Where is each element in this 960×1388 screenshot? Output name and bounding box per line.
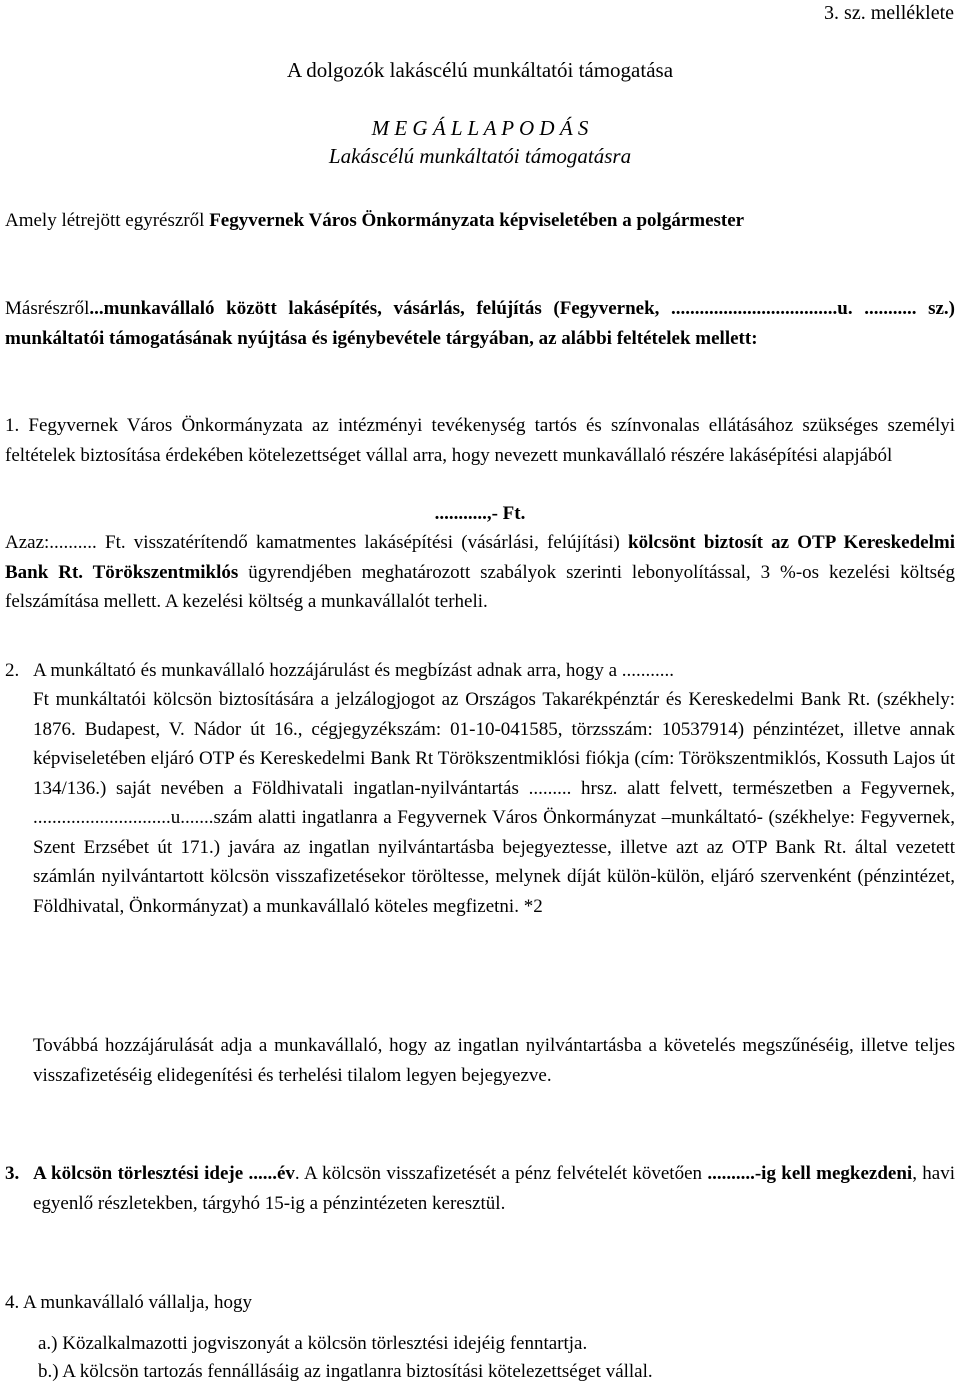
section-3-paragraph bbox=[33, 1159, 955, 1218]
masreszrol-bold: ...munkavállaló között lakásépítés, vásárlás, felújítás (Fegyvernek, ...................................u. ........... sz.) munkáltatói támogatásának nyújtása és igénybevétele tárgyában, az alábbi feltételek mellett: bbox=[5, 298, 955, 349]
azaz-pre: Azaz:.......... Ft. visszatérítendő kamatmentes lakásépítési (vásárlási, felújítási) bbox=[5, 532, 629, 553]
section-1-paragraph bbox=[5, 411, 955, 470]
doc-title: M E G Á L L A P O D Á S bbox=[371, 116, 589, 140]
section-3-bold1: A kölcsön törlesztési ideje ......év bbox=[33, 1163, 295, 1184]
section-4-item-b: b.) A kölcsön tartozás fennállásáig az ingatlanra biztosítási kötelezettséget vállal. bbox=[38, 1361, 653, 1382]
section-1-number: 1. bbox=[5, 415, 20, 436]
intro-bold: Fegyvernek Város Önkormányzata képviseletében a polgármester bbox=[209, 210, 745, 231]
section-3-bold2: ..........-ig kell megkezdeni bbox=[707, 1163, 913, 1184]
annex-label: 3. sz. melléklete bbox=[824, 2, 954, 24]
intro-paragraph bbox=[5, 206, 955, 236]
section-2-body: Ft munkáltatói kölcsön biztosítására a jelzálogjogot az Országos Takarékpénztár és Kereskedelmi Bank Rt. (székhely: 1876. Budapest, V. Nádor út 16., cégjegyzékszám: 01-10-041585, törzsszám: 10537914) pénzintézet, illetve annak képviseletében eljáró OTP és Kereskedelmi Bank Rt Törökszentmiklósi fiókja (cím: Törökszentmiklós, Kossuth Lajos út 134/136.) saját nevében a Földhivatali ingatlan-nyilvántartás ......... hrsz. alatt felvett, természetben a Fegyvernek, .............................u.......szám alatti ingatlanra a Fegyvernek Város Önkormányzat –munkáltató- (székhelye: Fegyvernek, Szent Erzsébet út 171.) javára az ingatlan nyilvántartásba bejegyeztesse, illetve azt az OTP Bank Rt. által vezetett számlán nyilvántartott kölcsön visszafizetésekor töröltesse, melynek díját külön-külön, eljáró szervenként (pénzintézet, Földhivatal, Önkormányzat) a munkavállaló köteles megfizetni. *2 bbox=[33, 689, 955, 917]
section-1-amount: ...........,- Ft. bbox=[434, 503, 526, 524]
masreszrol-paragraph bbox=[5, 294, 955, 353]
intro-pre: Amely létrejött egyrészről bbox=[5, 210, 210, 231]
section-2-first-line: A munkáltató és munkavállaló hozzájárulást és megbízást adnak arra, hogy a ........... bbox=[33, 660, 675, 681]
doc-subtitle: Lakáscélú munkáltatói támogatásra bbox=[328, 144, 632, 168]
section-4-title: 4. A munkavállaló vállalja, hogy bbox=[5, 1292, 252, 1313]
header-title: A dolgozók lakáscélú munkáltatói támogatása bbox=[286, 58, 674, 82]
section-3-text2: , havi egyenlő részletekben, tárgyhó 15-ig a pénzintézeten keresztül. bbox=[33, 1163, 956, 1214]
section-3-text1: . A kölcsön visszafizetését a pénz felvételét követően bbox=[294, 1163, 703, 1184]
section-1-azaz-paragraph bbox=[5, 528, 955, 617]
section-2-number: 2. bbox=[5, 660, 20, 681]
masreszrol-pre: Másrészről bbox=[5, 298, 90, 319]
azaz-bold: kölcsönt biztosít az OTP Kereskedelmi Bank Rt. Törökszentmiklós bbox=[5, 532, 955, 583]
section-4-item-a: a.) Közalkalmazotti jogviszonyát a kölcsön törlesztési idejéig fenntartja. bbox=[38, 1333, 588, 1354]
section-3-number: 3. bbox=[5, 1163, 20, 1184]
section-2-further: Továbbá hozzájárulását adja a munkavállaló, hogy az ingatlan nyilvántartásba a követelés megszűnéséig, illetve teljes visszafizetéséig elidegenítési és terhelési tilalom legyen bejegyezve. bbox=[33, 1035, 955, 1086]
azaz-post: ügyrendjében meghatározott szabályok szerinti lebonyolítással, 3 %-os kezelési költség felszámítása mellett. A kezelési költség a munkavállalót terheli. bbox=[5, 561, 955, 612]
section-1-text: Fegyvernek Város Önkormányzata az intézményi tevékenység tartós és színvonalas ellátásához szükséges személyi feltételek biztosítása érdekében kötelezettséget vállal arra, hogy nevezett munkavállaló részére lakásépítési alapjából bbox=[5, 415, 956, 466]
